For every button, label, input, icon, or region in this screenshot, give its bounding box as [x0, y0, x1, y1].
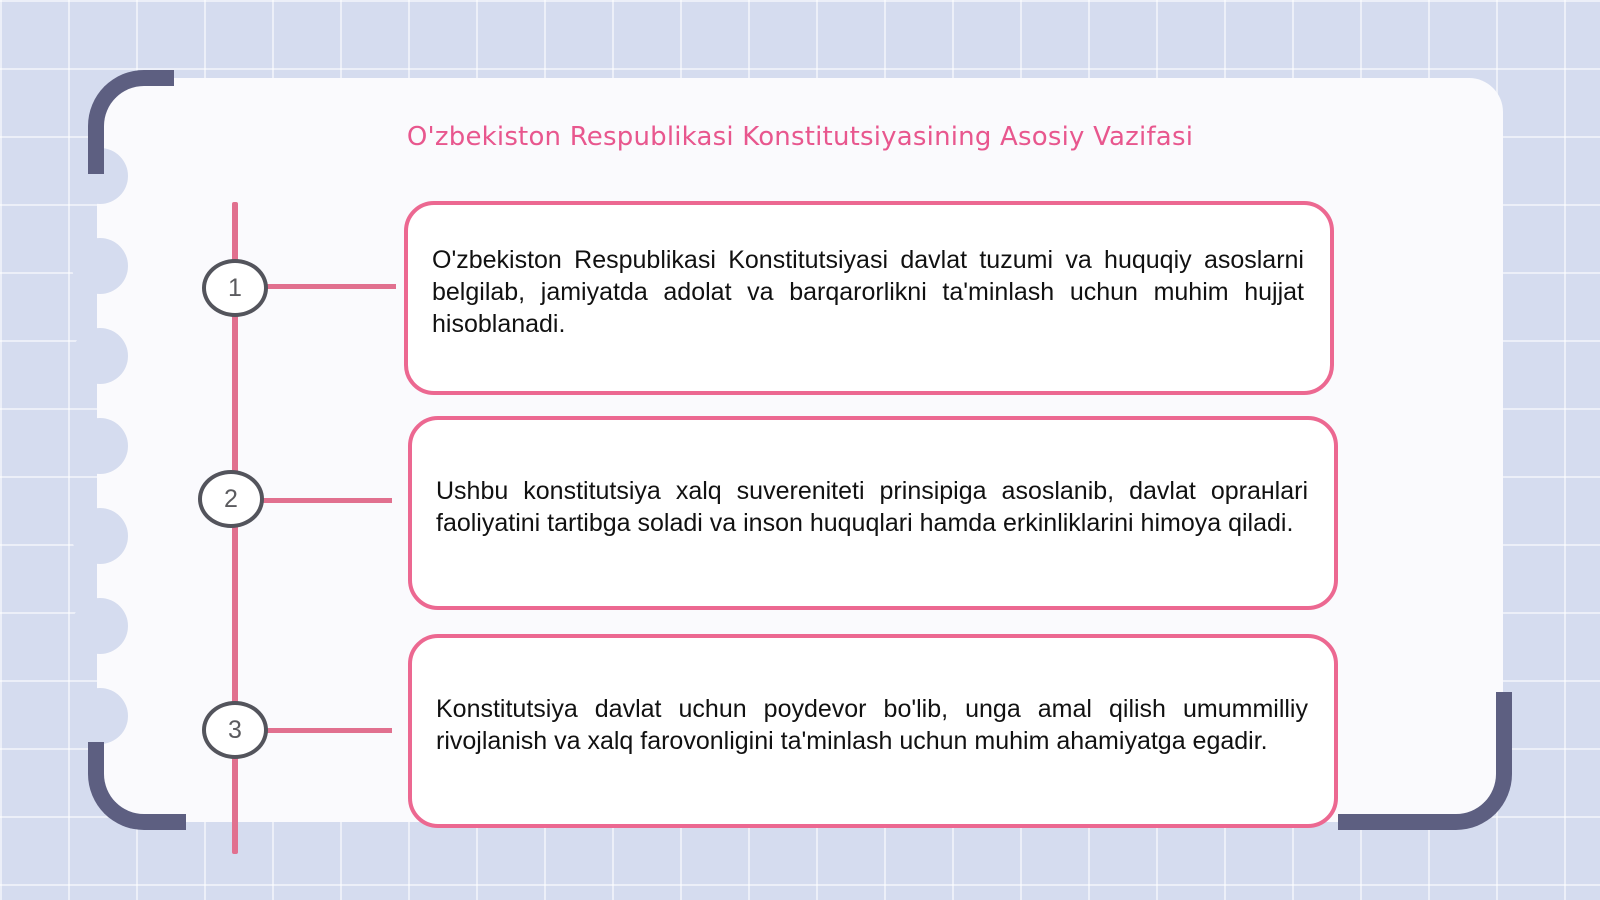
corner-bracket-bottom-left: [88, 742, 186, 830]
paper-scallop: [72, 598, 128, 654]
paper-scallop: [72, 328, 128, 384]
step-text: Ushbu konstitutsiya xalq suvereniteti prinsipiga asoslanib, davlat opraнlari faoliyatini tartibga soladi va inson huquqlari hamda erkinliklarini himoya qiladi.: [436, 477, 1308, 537]
step-text: Konstitutsiya davlat uchun poydevor bo'lib, unga amal qilish umummilliy rivojlanish va xalq farovonligini ta'minlash uchun muhim ahamiyatga egadir.: [436, 695, 1308, 755]
paper-scallop: [72, 418, 128, 474]
step-connector: [266, 284, 396, 289]
corner-bracket-top-left: [88, 70, 174, 174]
step-connector: [262, 498, 392, 503]
step-number-badge: 3: [202, 701, 268, 759]
step-number-badge: 1: [202, 259, 268, 317]
slide-title: O'zbekiston Respublikasi Konstitutsiyasining Asosiy Vazifasi: [406, 122, 1194, 152]
step-card: [404, 201, 1334, 395]
step-number-badge: 2: [198, 470, 264, 528]
paper-scallop: [72, 508, 128, 564]
step-text: O'zbekiston Respublikasi Konstitutsiyasi davlat tuzumi va huquqiy asoslarni belgilab, jamiyatda adolat va barqarorlikni ta'minlash uchun muhim hujjat hisoblanadi.: [432, 246, 1304, 338]
corner-bracket-bottom-right: [1338, 692, 1512, 830]
step-card: [408, 416, 1338, 610]
paper-scallop: [72, 688, 128, 744]
step-card: [408, 634, 1338, 828]
paper-scallop: [72, 238, 128, 294]
step-connector: [266, 728, 392, 733]
